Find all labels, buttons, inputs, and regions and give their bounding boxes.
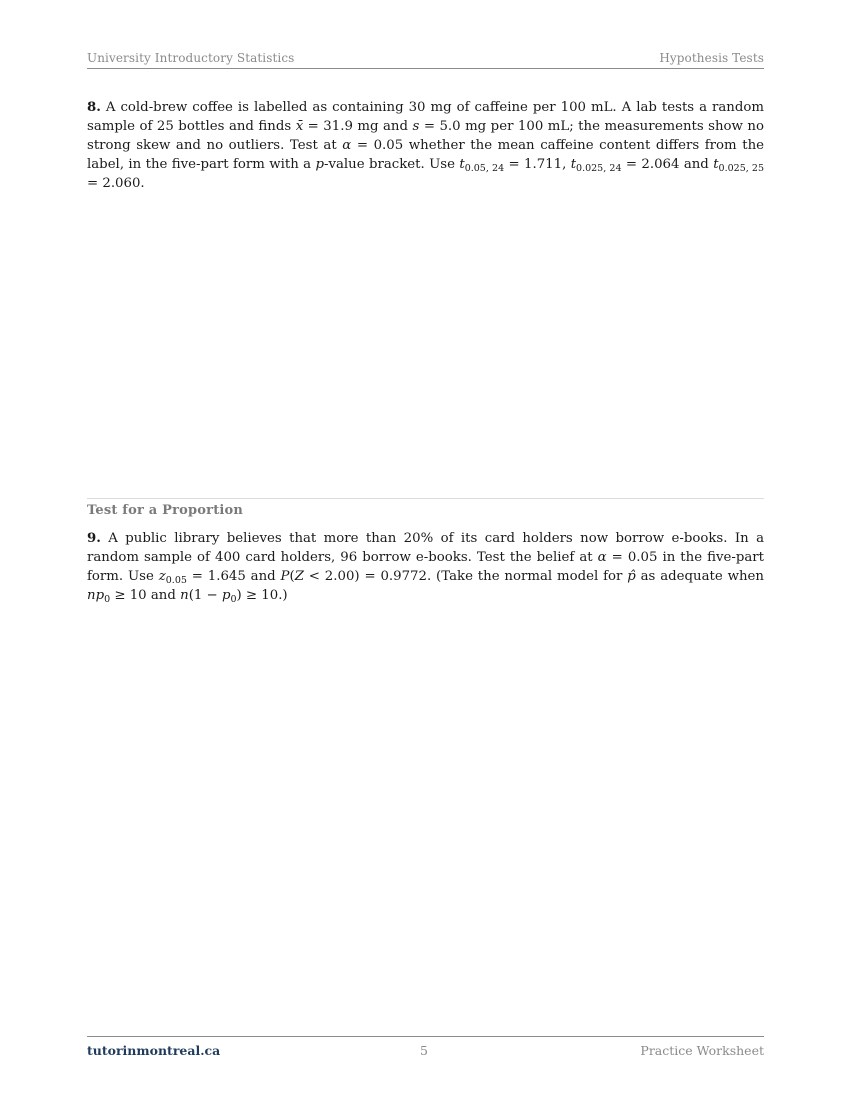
- problem-text: ) ≥ 10.): [236, 588, 288, 603]
- math-symbol: z: [158, 569, 166, 584]
- problem-text: as adequate when: [635, 569, 764, 584]
- math-subscript: 0.025, 24: [576, 163, 622, 174]
- math-symbol: t: [713, 157, 719, 172]
- math-symbol: x̄: [295, 119, 304, 134]
- document-type: Practice Worksheet: [640, 1043, 764, 1058]
- page-number: 5: [420, 1043, 428, 1058]
- site-link[interactable]: tutorinmontreal.ca: [87, 1043, 221, 1058]
- problem-number: 9.: [87, 531, 101, 546]
- math-symbol: p: [315, 157, 324, 172]
- math-symbol: t: [570, 157, 577, 172]
- problem-text: = 1.711,: [504, 157, 571, 172]
- problem-text: = 0.05 in the five-part form. Use: [87, 550, 764, 584]
- problem-text: A cold-brew coffee is labelled as containing 30 mg of caffeine per 100 mL. A lab tests a random sample of 25 bottles and finds: [87, 100, 764, 134]
- math-symbol: s: [412, 119, 420, 134]
- problem-text: = 0.05 whether the mean caffeine content differs from the label, in the five-part form with a: [87, 138, 764, 172]
- math-symbol: np: [87, 588, 105, 603]
- math-symbol: α: [342, 138, 352, 153]
- problem-text: (1 −: [188, 588, 222, 603]
- math-subscript: 0.05, 24: [464, 163, 505, 174]
- math-subscript: 0: [230, 594, 237, 605]
- problem-text: A public library believes that more than 20% of its card holders now borrow e-books. In a random sample of 400 card holders, 96 borrow e-books. Test the belief at: [87, 531, 764, 565]
- page-footer: [87, 1036, 764, 1059]
- problem-text: (: [289, 569, 295, 584]
- section-title: Test for a Proportion: [87, 503, 244, 518]
- problem-text: < 2.00) = 0.9772. (Take the normal model for: [303, 569, 628, 584]
- problem-text: = 2.060.: [87, 176, 145, 191]
- problem-8: [87, 98, 764, 193]
- math-symbol: p: [221, 588, 231, 603]
- problem-text: ≥ 10 and: [110, 588, 181, 603]
- math-symbol: p̂: [627, 569, 636, 584]
- math-symbol: α: [597, 550, 607, 565]
- math-symbol: t: [459, 157, 465, 172]
- chapter-title: Hypothesis Tests: [659, 51, 764, 65]
- page-header: [87, 51, 764, 69]
- course-title: University Introductory Statistics: [87, 51, 295, 65]
- problem-text: = 1.645 and: [186, 569, 281, 584]
- math-symbol: n: [180, 588, 189, 603]
- math-subscript: 0.025, 25: [718, 163, 765, 174]
- math-subscript: 0: [104, 594, 111, 605]
- problem-9: [87, 529, 764, 605]
- math-subscript: 0.05: [165, 575, 187, 586]
- problem-text: = 31.9 mg and: [303, 119, 413, 134]
- math-symbol: P: [280, 569, 290, 584]
- section-divider: [87, 498, 764, 499]
- math-symbol: Z: [294, 569, 304, 584]
- problem-text: = 2.064 and: [621, 157, 714, 172]
- problem-number: 8.: [87, 100, 101, 115]
- problem-text: = 5.0 mg per 100 mL; the measurements show no strong skew and no outliers. Test at: [87, 119, 764, 153]
- problem-text: -value bracket. Use: [323, 157, 460, 172]
